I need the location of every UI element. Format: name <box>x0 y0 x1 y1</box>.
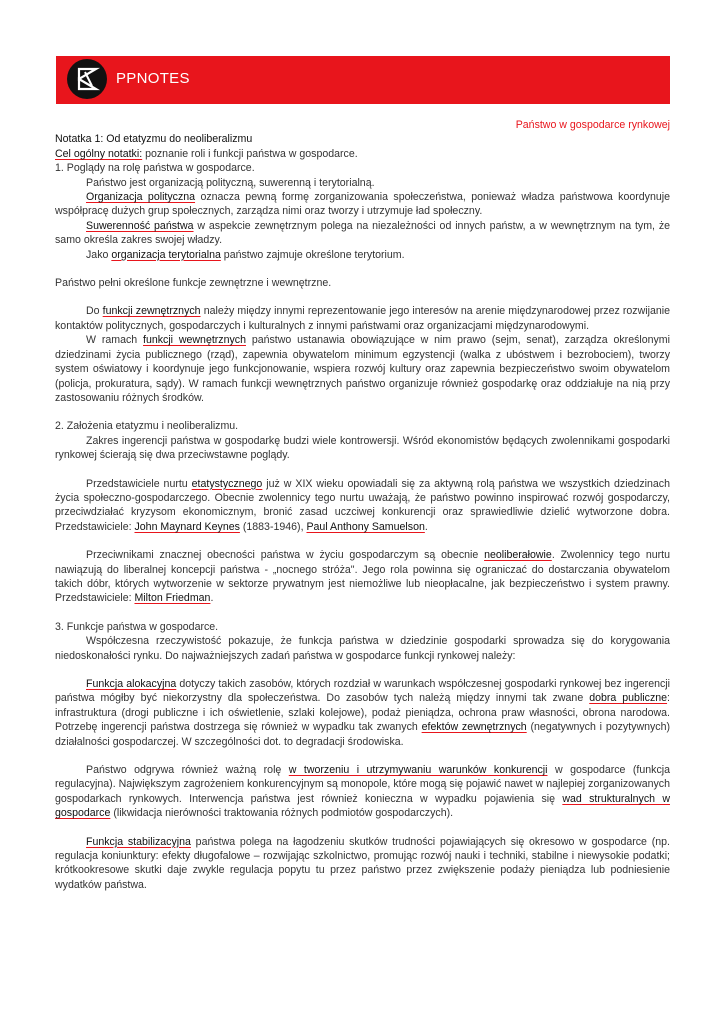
ext-pre: Do <box>86 305 103 318</box>
reg-text: w gospodarce (funkcja regulacyjna). Największym zagrożeniem konkurencyjnym są monopole, które mogą się pojawić nawet w najlepiej zorganizowanych gospodarkach rynkowych. Interwencja państwa jest również konieczna w wypadku pojawienia się <box>55 764 670 805</box>
term-neoliberals: neoliberałowie <box>484 549 552 562</box>
term-territorial-org: organizacja terytorialna <box>111 248 221 261</box>
s2-p2-pre: Przedstawiciele nurtu <box>86 477 192 490</box>
s2-p3-end: . <box>210 592 214 605</box>
name-friedman: Milton Friedman <box>134 592 211 605</box>
term-stabilization-function: Funkcja stabilizacyjna <box>86 835 191 848</box>
reg-end: (likwidacja nierówności traktowania różnych podmiotów gospodarczych). <box>110 807 454 820</box>
s1-p2-text: oznacza pewną formę zorganizowania społeczeństwa, ponieważ władza państwowa koordynuje współpracę dużych grup społecznych, zarządza nimi oraz tworzy i utrzymuje ład społeczny. <box>55 191 670 218</box>
regulatory-function-paragraph <box>55 763 670 821</box>
term-external-functions: funkcji zewnętrznych <box>102 305 201 318</box>
s1-p3-text: w aspekcie zewnętrznym polega na niezależności od innych państw, a w wewnętrznym na tym, że samo określa zakres swojej władzy. <box>55 219 671 247</box>
term-political-org: Organizacja polityczna <box>86 191 196 204</box>
term-structural-defects: wad strukturalnych w gospodarce <box>55 792 670 820</box>
s1-p4-text: państwo zajmuje określone terytorium. <box>220 248 405 261</box>
alok-text-1: dotyczy takich zasobów, których rozdział w warunkach współczesnej gospodarki rynkowej bez ingerencji państwa mógłby być niekorzystny dla społeczeństwa. Do zasobów tych należą między innymi tak zwane <box>55 678 670 705</box>
s1-paragraph-sovereignty <box>55 219 670 248</box>
allocation-function-paragraph <box>55 677 670 749</box>
goal-label: Cel ogólny notatki: <box>55 147 143 160</box>
internal-functions-paragraph <box>55 333 670 405</box>
term-allocation-function: Funkcja alokacyjna <box>86 678 177 690</box>
ppnotes-logo-icon <box>67 59 107 99</box>
s1-paragraph-political <box>55 190 670 219</box>
s1-paragraph-territorial <box>55 248 670 262</box>
term-external-effects: efektów zewnętrznych <box>421 721 527 734</box>
functions-intro: Państwo pełni określone funkcje zewnętrzne i wewnętrzne. <box>55 277 332 290</box>
s2-paragraph-neoliberalism <box>55 548 670 606</box>
section-2-heading: 2. Założenia etatyzmu i neoliberalizmu. <box>55 420 239 433</box>
term-etatism: etatystycznego <box>191 477 263 490</box>
s1-p4-pre: Jako <box>86 248 112 261</box>
s2-p3-text: . Zwolennicy tego nurtu nawiązują do liberalnej koncepcji państwa - „nocnego stróża". Jego rola powinna się ograniczać do dostarczania obywatelom takich dóbr, których wytworzenie w sektorze prywatnym jest niemożliwe lub nieopłacalne, jak bezpieczeństwo i system prawny. Przedstawiciele: <box>55 549 670 605</box>
term-public-goods: dobra publiczne <box>589 692 668 705</box>
s3-paragraph-intro: Współczesna rzeczywistość pokazuje, że funkcja państwa w dziedzinie gospodarki sprowadza się do korygowania niedoskonałości rynku. Do najważniejszych zadań państwa w gospodarce funkcji rynkowej należy: <box>55 635 670 662</box>
s2-p2-end: . <box>424 520 428 533</box>
alok-text-3: (negatywnych i pozytywnych) działalności gospodarczej. W szczególności dot. to degradacji środowiska. <box>55 721 670 748</box>
term-competition-conditions: w tworzeniu i utrzymywaniu warunków konkurencji <box>288 764 548 777</box>
int-text: państwo ustanawia obowiązujące w nim prawo (sejm, senat), zarządza określonymi dziedzinami życia publicznego (rząd), zapewnia obywatelom minimum egzystencji (walka z ubóstwem i bezrobociem), tworzy system oświatowy i koordynuje jego funkcjonowanie, wspiera rozwój kultury oraz zapewnia bezpieczeństwo swoim obywatelom (policja, prokuratura, sądy). W ramach funkcji wewnętrznych państwo organizuje również gospodarkę oraz oddziałuje na nią przy zastosowaniu różnych środków. <box>55 334 670 404</box>
reg-pre: Państwo odgrywa również ważną rolę <box>86 764 289 777</box>
document-body <box>55 118 670 892</box>
name-keynes: John Maynard Keynes <box>134 520 240 533</box>
goal-text: poznanie roli i funkcji państwa w gospodarce. <box>142 147 358 160</box>
section-1-heading: 1. Poglądy na rolę państwa w gospodarce. <box>55 162 255 175</box>
name-samuelson: Paul Anthony Samuelson <box>306 520 425 533</box>
note-goal <box>55 147 670 161</box>
note-title: Notatka 1: Od etatyzmu do neoliberalizmu <box>55 133 253 146</box>
s2-p3-pre: Przeciwnikami znacznej obecności państwa w życiu gospodarczym są obecnie <box>86 549 485 562</box>
header-banner <box>56 56 670 104</box>
stabilization-function-paragraph <box>55 835 670 893</box>
term-internal-functions: funkcji wewnętrznych <box>143 334 246 347</box>
stab-text: państwa polega na łagodzeniu skutków trudności pojawiających się okresowo w gospodarce (np. regulacja koniunktury: efekty długofalowe – rozwijając szkolnictwo, promując rozwój nauki i techniki, stabilne i niewysokie podatki; krótkookresowe skutki daje zwykle regulacja popytu tu przez państwo przez zwiększenie podaży pieniądza lub podniesienie wydatków państwa. <box>55 835 670 891</box>
brand-name: PPNOTES <box>116 70 190 87</box>
external-functions-paragraph <box>55 304 670 333</box>
section-3-heading: 3. Funkcje państwa w gospodarce. <box>55 620 219 633</box>
term-sovereignty: Suwerenność państwa <box>86 219 194 232</box>
document-topic-title: Państwo w gospodarce rynkowej <box>515 119 670 131</box>
int-pre: W ramach <box>86 334 143 347</box>
s1-line-1: Państwo jest organizacją polityczną, suwerenną i terytorialną. <box>86 176 375 189</box>
s2-paragraph-etatism <box>55 477 670 535</box>
s2-paragraph-intro: Zakres ingerencji państwa w gospodarkę budzi wiele kontrowersji. Wśród ekonomistów będących zwolennikami gospodarki rynkowej ścierają się dwa przeciwstawne poglądy. <box>55 434 670 462</box>
s2-p2-text: już w XIX wieku opowiadali się za aktywną rolą państwa we wszystkich dziedzinach życia społeczno-gospodarczego. Obecnie zwolennicy tego nurtu uważają, że państwo powinno inspirować rozwój gospodarczy, przeciwdziałać kryzysom ekonomicznym, bronić zasad uczciwej konkurencji oraz sprawiedliwie dzielić wytworzone dobra. Przedstawiciele: <box>55 477 670 533</box>
alok-text-2: : infrastruktura (drogi publiczne i ich oświetlenie, szlaki kolejowe), podaż pieniądza, ochrona praw własności, obrona narodowa. Potrzebę ingerencji państwa dostrzega się również w wypadku tak zwanych <box>55 692 670 734</box>
ext-text: należy między innymi reprezentowanie jego interesów na arenie międzynarodowej przez rozwijanie kontaktów politycznych, gospodarczych i kulturalnych z innymi państwami oraz organizacjami międzynarodowymi. <box>55 305 670 332</box>
s2-p2-years: (1883-1946), <box>239 520 307 533</box>
